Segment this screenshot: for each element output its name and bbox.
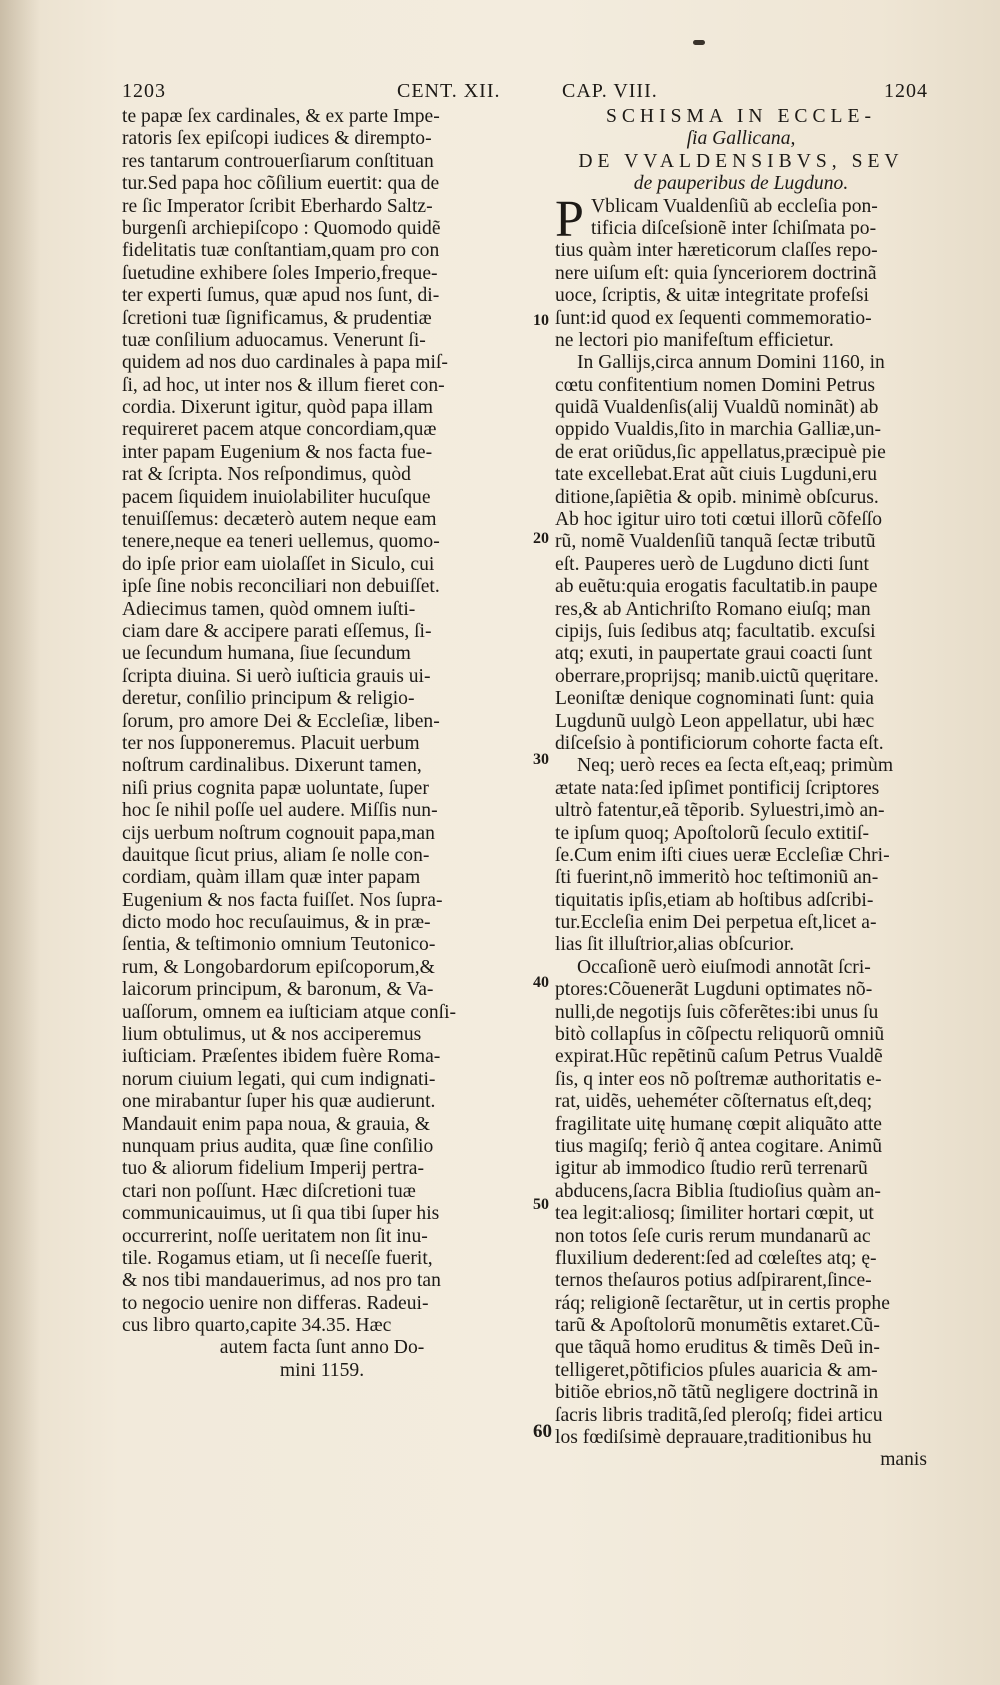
text-line: quidã Vualdenſis(alij Vualdũ nominãt) ab	[555, 397, 879, 419]
text-line: telligeret,põtificios pſules auaricia & am-	[555, 1359, 878, 1381]
text-line: ptores:Cõuenerãt Lugduni optimates nõ-	[555, 979, 873, 1001]
text-line: occurrerint, noſſe ueritatem non ſit inu-	[122, 1225, 428, 1247]
text-line: cordiam, quàm illam quæ inter papam	[122, 867, 421, 889]
text-line: ſti fuerint,nõ immeritò hoc teſtimoniũ an-	[555, 867, 879, 889]
text-line: abducens,ſacra Biblia ſtudioſius quàm an-	[555, 1180, 881, 1202]
text-line: tile. Rogamus etiam, ut ſi neceſſe fuerit,	[122, 1247, 433, 1269]
text-line: Ab hoc igitur uiro toti cœtui illorũ cõfeſſo	[555, 509, 883, 531]
text-line: ipſe ſine nobis reconciliari non debuiſſet.	[122, 576, 440, 598]
text-line: one mirabantur ſuper his quæ audierunt.	[122, 1091, 436, 1113]
text-line: requireret pacem atque concordiam,quæ	[122, 419, 437, 441]
text-line: ratoris ſex epiſcopi iudices & dirempto-	[122, 128, 432, 150]
text-line: burgenſi archiepiſcopo : Quomodo quidẽ	[122, 217, 441, 239]
text-line: tenuiſſemus: decæterò autem neque eam	[122, 509, 437, 531]
text-line: tarũ & Apoſtolorũ monumẽtis extaret.Cũ-	[555, 1315, 880, 1337]
text-line: oppido Vualdis,ſito in marchia Galliæ,un-	[555, 419, 882, 441]
text-line: iuſticiam. Præſentes ibidem fuère Roma-	[122, 1046, 441, 1068]
text-line: expirat.Hũc repẽtinũ caſum Petrus Vualdẽ	[555, 1046, 883, 1068]
text-line: ſacris libris traditã,ſed pleroſq; fidei articu	[555, 1404, 883, 1426]
subsection-heading-continued: de pauperibus de Lugduno.	[633, 173, 849, 195]
text-line: ſcretioni tuæ ſignificamus, & prudentiæ	[122, 307, 432, 329]
text-line: ultrò fatentur,eã tẽporib. Syluestri,imò an-	[555, 800, 885, 822]
text-line: oberrare,proprijsq; manib.uictũ quęritare.	[555, 665, 879, 687]
text-line: Mandauit enim papa noua, & grauia, &	[122, 1113, 430, 1135]
text-line: que tãquã homo eruditus & timẽs Deũ in-	[555, 1337, 880, 1359]
text-line: rat & ſcripta. Nos reſpondimus, quòd	[122, 464, 411, 486]
text-line: res tantarum controuerſiarum conſtituan	[122, 150, 434, 172]
text-line: tius quàm inter hæreticorum claſſes repo-	[555, 240, 878, 262]
text-line: tenere,neque ea teneri uellemus, quomo-	[122, 531, 440, 553]
text-line: to negocio uenire non differas. Radeui-	[122, 1292, 429, 1314]
text-line: ſi, ad hoc, ut inter nos & illum fieret con-	[122, 374, 445, 396]
text-line: In Gallijs,circa annum Domini 1160, in	[577, 352, 885, 374]
text-line: los fœdiſsimè deprauare,traditionibus hu	[555, 1427, 872, 1449]
text-line: Adiecimus tamen, quòd omnem iuſti-	[122, 598, 416, 620]
text-line: Eugenium & nos facta fuiſſet. Nos ſupra-	[122, 889, 443, 911]
text-line: ſis, q inter eos nõ poſtremæ authoritatis e-	[555, 1068, 882, 1090]
text-line: ſuetudine exhibere ſoles Imperio,freque-	[122, 262, 438, 284]
text-line: tificia diſceſsionẽ inter ſchiſmata po-	[591, 217, 877, 239]
right-body-text	[555, 190, 927, 1450]
text-line: tate excellebat.Erat aũt ciuis Lugduni,eru	[555, 464, 878, 486]
drop-cap: P	[555, 190, 584, 248]
text-line: quidem ad nos duo cardinales à papa miſ-	[122, 352, 448, 374]
line-number: 30	[533, 751, 549, 768]
text-line: tuo & aliorum fidelium Imperij pertra-	[122, 1158, 424, 1180]
text-line: diſceſsio à pontificiorum cohorte facta eſt.	[555, 732, 884, 754]
text-line: tius magiſq; feriò q̃ antea cogitare. Animũ	[555, 1135, 883, 1157]
text-line: nunquam prius audita, quæ ſine conſilio	[122, 1135, 434, 1157]
text-line: ue ſecundum humana, ſiue ſecundum	[122, 643, 411, 665]
text-line: Vblicam Vualdenſiũ ab eccleſia pon-	[591, 195, 878, 217]
spine-shadow	[0, 0, 40, 1685]
text-line: Lugdunũ uulgò Leon appellatur, ubi hæc	[555, 710, 875, 732]
right-page-number: 1204	[884, 80, 928, 102]
text-line: hoc ſe nihil poſſe uel audere. Miſſis nun-	[122, 800, 438, 822]
running-header	[122, 80, 928, 108]
text-line: te papæ ſex cardinales, & ex parte Impe-	[122, 106, 440, 127]
text-line: ætate nata:ſed ipſimet pontificij ſcriptores	[555, 777, 880, 799]
left-running-title: CENT. XII.	[397, 80, 501, 102]
text-line: do ipſe prior eam uiolaſſet in Siculo, cui	[122, 553, 435, 575]
text-line: communicauimus, ut ſi qua tibi ſuper his	[122, 1203, 440, 1225]
subsection-heading: DE VVALDENSIBVS, SEV	[578, 150, 904, 172]
right-running-title: CAP. VIII.	[562, 80, 658, 102]
text-line: mini 1159.	[279, 1359, 365, 1381]
text-line: ter experti ſumus, quæ apud nos ſunt, di-	[122, 285, 440, 307]
text-line: tea legit:aliosq; ſimiliter hortari cœpit, ut	[555, 1203, 874, 1225]
line-number: 10	[533, 312, 549, 329]
left-page-number: 1203	[122, 80, 166, 102]
text-line: tur.Sed papa hoc cõſilium euertit: qua de	[122, 173, 440, 195]
text-line: rũ, nomẽ Vualdenſiũ tanquã ſectæ tributũ	[555, 531, 876, 553]
text-line: cus libro quarto,capite 34.35. Hæc	[122, 1315, 392, 1337]
text-line: fidelitatis tuæ conſtantiam,quam pro con	[122, 240, 440, 262]
text-line: ſorum, pro amore Dei & Eccleſiæ, liben-	[122, 710, 440, 732]
text-line: re ſic Imperator ſcribit Eberhardo Saltz-	[122, 195, 433, 217]
text-line: ciam dare & accipere parati eſſemus, ſi-	[122, 620, 432, 642]
text-line: laicorum principum, & baronum, & Va-	[122, 979, 434, 1001]
text-line: inter papam Eugenium & nos facta fue-	[122, 441, 433, 463]
text-line: niſi prius cognita papæ uoluntate, ſuper	[122, 777, 429, 799]
text-line: ab euẽtu:quia erogatis facultatib.in paupe	[555, 576, 878, 598]
line-number: 50	[533, 1196, 549, 1213]
line-number: 20	[533, 530, 549, 547]
text-line: rat, uidẽs, ueheméter cõſternatus eſt,deq;	[555, 1091, 873, 1113]
text-line: lias ſit illuſtrior,alias obſcurior.	[555, 934, 795, 956]
text-line: eſt. Pauperes uerò de Lugduno dicti ſunt	[555, 553, 869, 575]
text-line: nere uiſum eſt: quia ſynceriorem doctrinã	[555, 262, 877, 284]
text-line: Neq; uerò reces ea ſecta eſt,eaq; primùm	[577, 755, 894, 777]
text-line: cœtu confitentium nomen Domini Petrus	[555, 374, 875, 396]
text-line: tuæ conſilium aduocamus. Venerunt ſi-	[122, 329, 426, 351]
left-text-column	[122, 106, 522, 1382]
text-line: ſcripta diuina. Si uerò iuſticia grauis ui-	[122, 665, 431, 687]
text-line: ternos theſauros potius adſpirarent,ſince-	[555, 1270, 872, 1292]
text-line: Occaſionẽ uerò eiuſmodi annotãt ſcri-	[577, 956, 871, 978]
text-line: fluxilium dederent:ſed ad cœleſtes atq; ę-	[555, 1247, 877, 1269]
text-line: norum ciuium legati, qui cum indignati-	[122, 1068, 436, 1090]
text-line: tiquitatis ipſis,etiam ab hoſtibus adſcribi-	[555, 889, 874, 911]
text-line: ſentia, & teſtimonio omnium Teutonico-	[122, 934, 436, 956]
text-line: uaſſorum, omnem ea iuſticiam atque conſi-	[122, 1001, 457, 1023]
text-line: autem facta ſunt anno Do-	[219, 1337, 425, 1359]
text-line: igitur ab immodico ſtudio rerũ terrenarũ	[555, 1158, 868, 1180]
text-line: noſtrum cardinalibus. Dixerunt tamen,	[122, 755, 422, 777]
text-line: bitiõe ebrios,nõ tãtũ negligere doctrinã in	[555, 1382, 879, 1404]
ink-mark	[693, 40, 705, 45]
text-line: te ipſum quoq; Apoſtolorũ ſeculo extitiſ-	[555, 822, 870, 844]
text-line: dicto modo hoc recuſauimus, & in præ-	[122, 912, 431, 934]
catchword: manis	[880, 1449, 927, 1471]
text-line: cijs uerbum noſtrum cognouit papa,man	[122, 822, 435, 844]
text-line: pacem ſiquidem inuiolabiliter hucuſque	[122, 486, 431, 508]
text-line: ſe.Cum enim iſti ciues ueræ Eccleſiæ Chri-	[555, 844, 890, 866]
text-line: bitò collapſus in cõſpectu reliquorũ omniũ	[555, 1024, 885, 1046]
text-line: res,& ab Antichriſto Romano eiuſq; man	[555, 598, 871, 620]
drop-cap-block	[555, 190, 927, 1450]
text-line: fragilitate uitę humanę cœpit aliquãto atte	[555, 1113, 882, 1135]
text-line: de erat oriũdus,ſic appellatus,præcipuè pie	[555, 441, 886, 463]
right-text-column	[555, 106, 927, 1472]
text-line: ctari non poſſunt. Hæc diſcretioni tuæ	[122, 1180, 416, 1202]
line-number: 40	[533, 974, 549, 991]
text-line: cordia. Dixerunt igitur, quòd papa illam	[122, 397, 434, 419]
text-line: ter nos ſupponeremus. Placuit uerbum	[122, 732, 420, 754]
text-line: Leoniſtæ denique cognominati ſunt: quia	[555, 688, 874, 710]
line-number: 60	[533, 1421, 552, 1442]
text-line: uoce, ſcriptis, & uitæ integritate profeſsi	[555, 285, 869, 307]
text-line: tur.Eccleſia enim Dei perpetua eſt,licet a-	[555, 912, 877, 934]
text-line: rum, & Longobardorum epiſcoporum,&	[122, 956, 435, 978]
text-line: ſunt:id quod ex ſequenti commemoratio-	[555, 307, 872, 329]
text-line: nulli,de negotijs ſuis cõferẽtes:ibi unus ſu	[555, 1001, 879, 1023]
text-line: ditione,ſapiẽtia & opib. minimè obſcurus.	[555, 486, 879, 508]
text-line: & nos tibi mandauerimus, ad nos pro tan	[122, 1270, 441, 1292]
text-line: atq; exuti, in paupertate graui coacti ſunt	[555, 643, 873, 665]
text-line: lium obtulimus, ut & nos acciperemus	[122, 1024, 422, 1046]
text-line: deretur, conſilio principum & religio-	[122, 688, 415, 710]
section-heading-continued: ſia Gallicana,	[686, 128, 796, 150]
text-line: non totos ſeſe curis rerum mundanarũ ac	[555, 1225, 871, 1247]
section-heading: SCHISMA IN ECCLE-	[605, 106, 877, 127]
text-line: cipijs, ſuis ſedibus atq; facultatib. excuſsi	[555, 620, 876, 642]
text-line: ne lectori pio manifeſtum efficietur.	[555, 329, 834, 351]
text-line: ráq; religionẽ ſectarẽtur, ut in certis prophe	[555, 1292, 890, 1314]
text-line: dauitque ſicut prius, aliam ſe nolle con-	[122, 844, 430, 866]
